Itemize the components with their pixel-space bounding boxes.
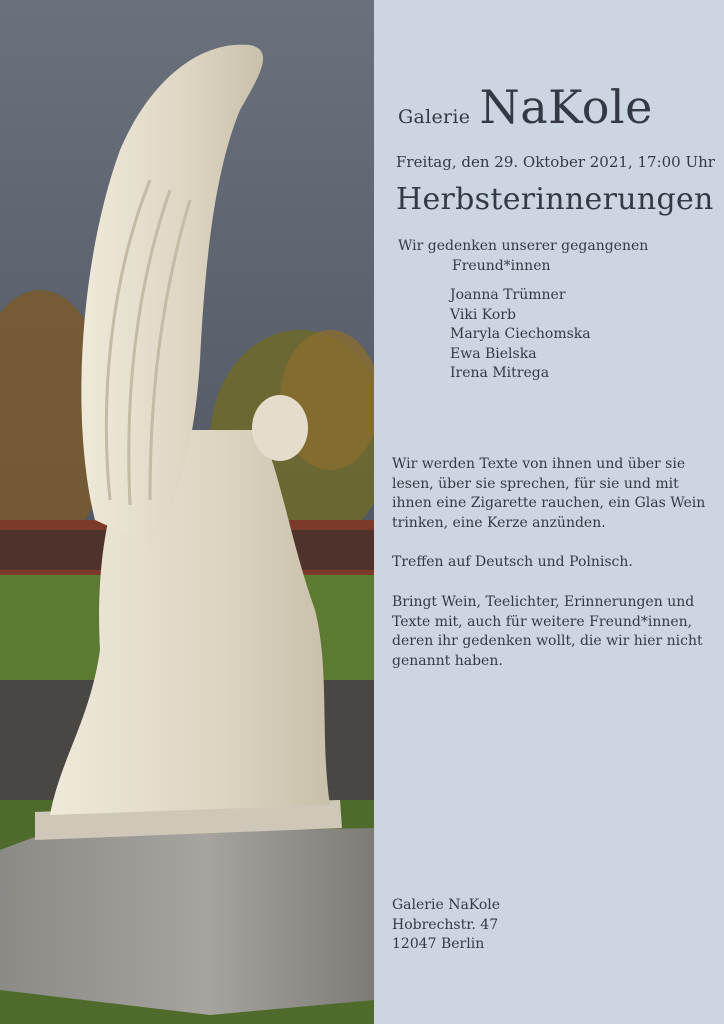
list-item: Irena Mitrega — [450, 365, 550, 381]
paragraph-languages: Treffen auf Deutsch und Polnisch. — [392, 554, 633, 570]
intro-text — [398, 236, 708, 276]
address-line-3: 12047 Berlin — [392, 936, 485, 952]
list-item: Ewa Bielska — [450, 345, 537, 362]
gallery-header — [398, 80, 653, 134]
list-item: Joanna Trümner — [450, 287, 566, 303]
address-line-2: Hobrechstr. 47 — [392, 916, 499, 933]
paragraph-activities: Wir werden Texte von ihnen und über sie lesen, über sie sprechen, für sie und mit ihnen eine Zigarette rauchen, ein Glas Wein trinken, eine Kerze anzünden. — [392, 456, 706, 532]
event-title: Herbsterinnerungen — [396, 182, 714, 217]
paragraph-bring: Bringt Wein, Teelichter, Erinnerungen und Texte mit, auch für weitere Freund*innen, deren ihr gedenken wollt, die wir hier nicht genannt haben. — [392, 594, 703, 670]
intro-line-2: Freund*innen — [452, 258, 551, 274]
list-item: Maryla Ciechomska — [450, 326, 591, 342]
gallery-prefix: Galerie — [398, 106, 471, 128]
event-date: Freitag, den 29. Oktober 2021, 17:00 Uhr — [396, 153, 715, 171]
address-block — [392, 896, 500, 955]
list-item: Viki Korb — [450, 306, 516, 323]
info-panel — [374, 0, 724, 1024]
names-list — [450, 286, 591, 384]
gallery-name: NaKole — [479, 80, 653, 134]
intro-line-1: Wir gedenken unserer gegangenen — [398, 238, 649, 254]
address-line-1: Galerie NaKole — [392, 897, 501, 913]
